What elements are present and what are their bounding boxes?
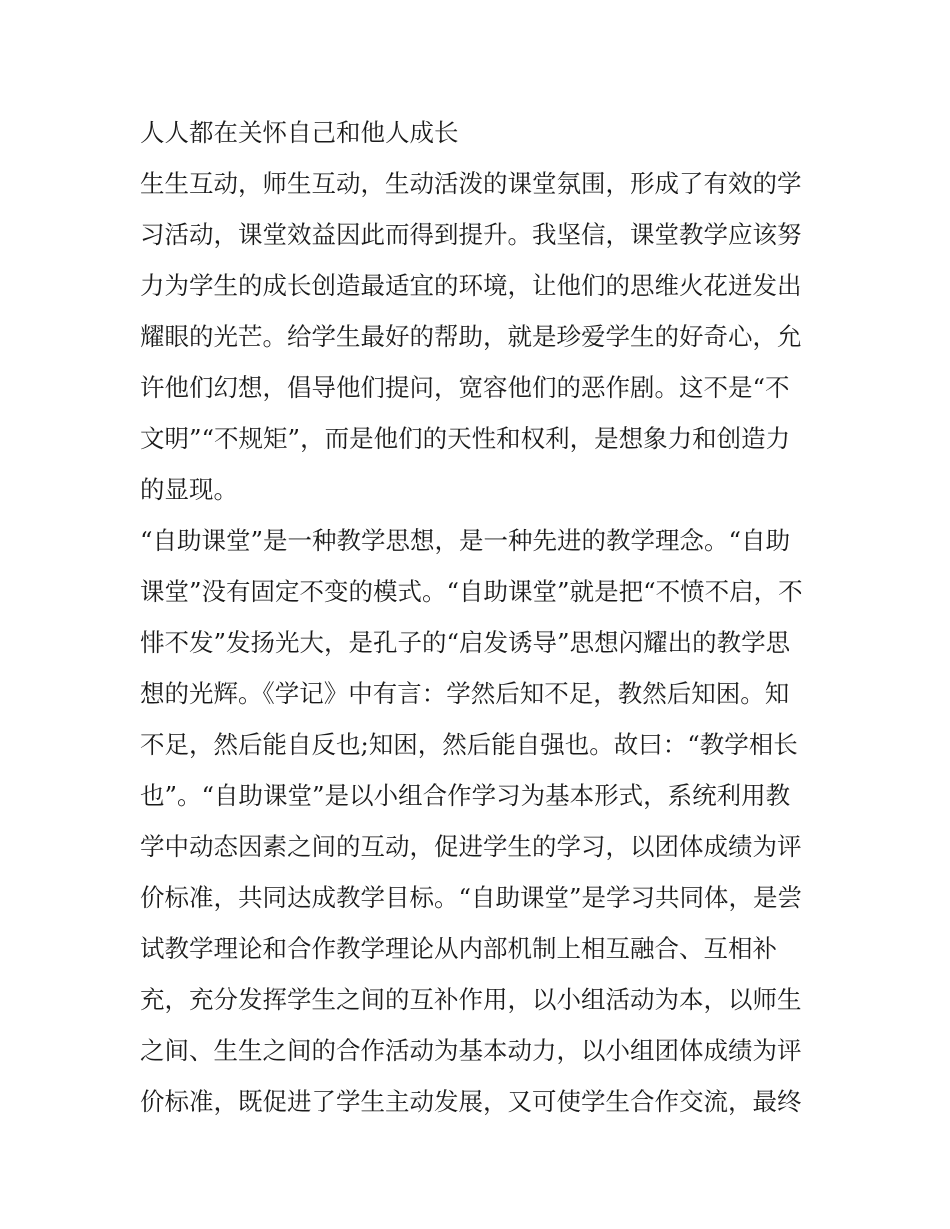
text-line: 想的光辉。《学记》中有言：学然后知不足，教然后知困。知 — [140, 679, 790, 708]
text-line: 人人都在关怀自己和他人成长 — [140, 118, 459, 147]
text-line: 文明”“不规矩”，而是他们的天性和权利，是想象力和创造力 — [140, 424, 791, 453]
text-line: 价标准，共同达成教学目标。“自助课堂”是学习共同体，是尝 — [140, 883, 803, 912]
text-line: 学中动态因素之间的互动，促进学生的学习，以团体成绩为评 — [140, 832, 802, 861]
text-line: 试教学理论和合作教学理论从内部机制上相互融合、互相补 — [140, 934, 777, 963]
text-line: 悱不发”发扬光大，是孔子的“启发诱导”思想闪耀出的教学思 — [140, 628, 791, 657]
text-line: 力为学生的成长创造最适宜的环境，让他们的思维火花迸发出 — [140, 271, 802, 300]
text-line: 之间、生生之间的合作活动为基本动力，以小组团体成绩为评 — [140, 1036, 802, 1065]
text-line: 耀眼的光芒。给学生最好的帮助，就是珍爱学生的好奇心，允 — [140, 322, 802, 351]
text-line: “自助课堂”是一种教学思想，是一种先进的教学理念。“自助 — [140, 526, 791, 555]
text-line: 生生互动，师生互动，生动活泼的课堂氛围，形成了有效的学 — [140, 169, 802, 198]
text-line: 也”。“自助课堂”是以小组合作学习为基本形式，系统利用教 — [140, 781, 791, 810]
text-line: 课堂”没有固定不变的模式。“自助课堂”就是把“不愤不启，不 — [140, 577, 803, 606]
text-line: 不足，然后能自反也;知困，然后能自强也。故曰：“教学相长 — [140, 730, 798, 759]
text-line: 价标准，既促进了学生主动发展，又可使学生合作交流，最终 — [140, 1087, 802, 1116]
text-line: 的显现。 — [140, 475, 238, 504]
text-line: 充，充分发挥学生之间的互补作用，以小组活动为本，以师生 — [140, 985, 802, 1014]
text-line: 习活动，课堂效益因此而得到提升。我坚信，课堂教学应该努 — [140, 220, 802, 249]
text-line: 许他们幻想，倡导他们提问，宽容他们的恶作剧。这不是“不 — [140, 373, 790, 402]
